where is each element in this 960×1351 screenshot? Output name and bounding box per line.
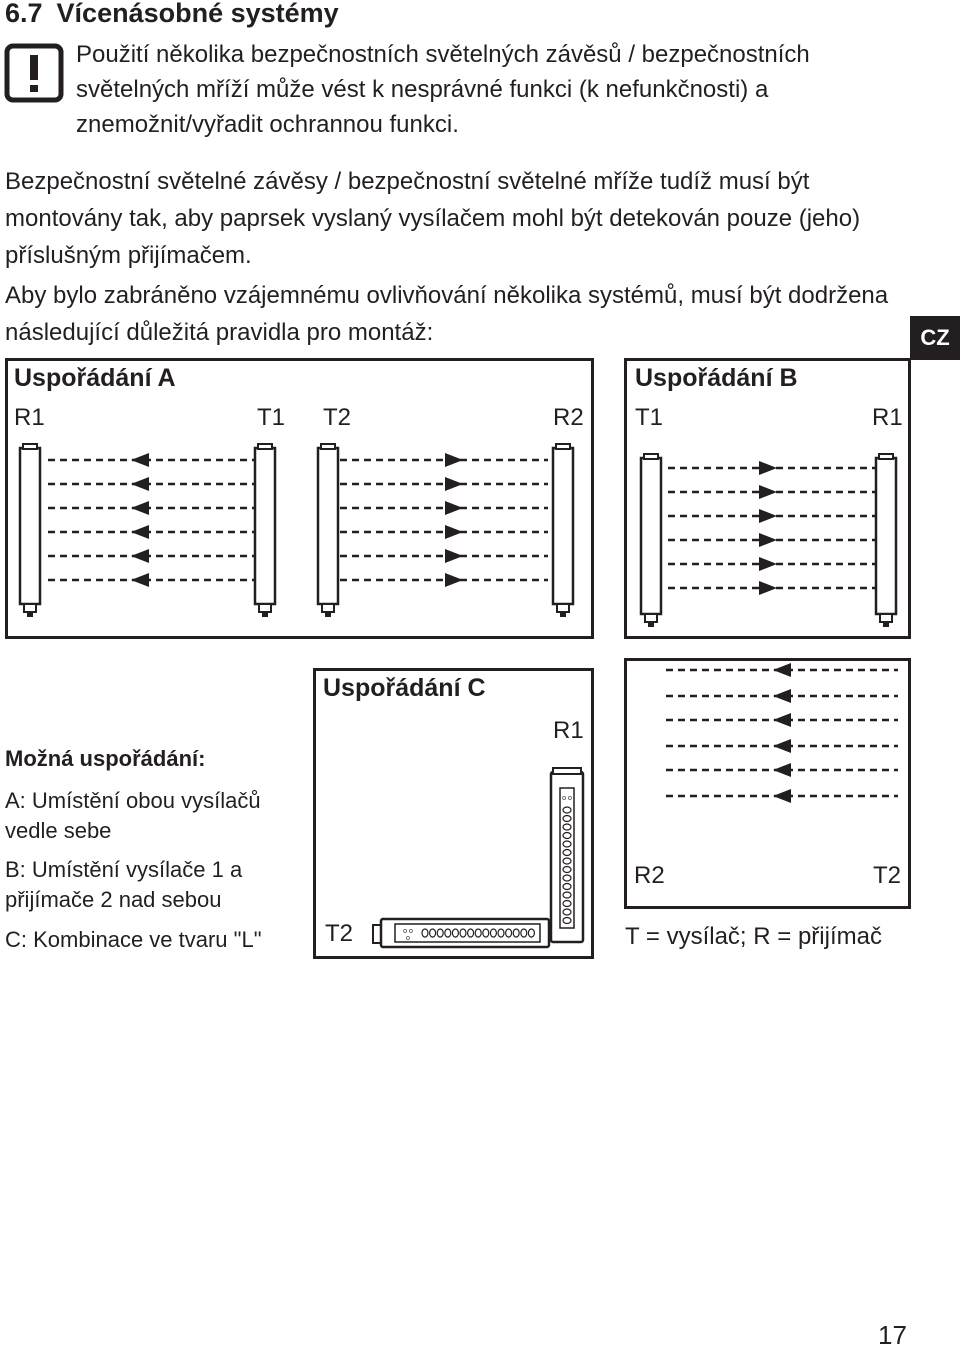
paragraph-mounting: Bezpečnostní světelné závěsy / bezpečnostní světelné mříže tudíž musí být montovány tak, aby paprsek vyslaný vysílačem mohl být detekován pouze (jeho) příslušným přijímačem. [5, 168, 861, 269]
language-tab: CZ [910, 316, 960, 360]
beam-d-2 [666, 689, 898, 703]
beam-d-5 [666, 763, 898, 777]
beam-d-6 [666, 789, 898, 803]
beam-d-4 [666, 739, 898, 753]
label-d-t2: T2 [873, 862, 902, 889]
svg-text:o o: o o [403, 928, 413, 935]
label-a-r1: R1 [14, 404, 45, 431]
paragraph-rules: Aby bylo zabráněno vzájemnému ovlivňování několika systémů, musí být dodržena následující důležitá pravidla pro montáž: [5, 282, 889, 346]
legend: T = vysílač; R = přijímač [625, 923, 882, 950]
label-a-t1: T1 [257, 404, 286, 431]
note-b: B: Umístění vysílače 1 a přijímače 2 nad sebou [5, 857, 243, 912]
label-d-r2: R2 [634, 862, 665, 889]
note-a: A: Umístění obou vysílačů vedle sebe [5, 788, 261, 843]
page-number: 17 [878, 1320, 907, 1350]
svg-text:o: o [406, 935, 410, 942]
label-c-t2: T2 [325, 920, 354, 947]
label-b-t1: T1 [635, 404, 664, 431]
section-title: Vícenásobné systémy [56, 0, 339, 28]
arrangement-b-title: Uspořádání B [635, 364, 798, 392]
section-number: 6.7 [5, 0, 43, 28]
beam-d-3 [666, 713, 898, 727]
notes-heading: Možná uspořádání: [5, 746, 206, 771]
arrangement-c-title: Uspořádání C [323, 674, 486, 702]
label-b-r1: R1 [872, 404, 903, 431]
svg-text:o o: o o [562, 795, 572, 802]
beam-d-1 [666, 663, 898, 677]
label-a-r2: R2 [553, 404, 584, 431]
arrangement-a-title: Uspořádání A [14, 364, 176, 392]
note-c: C: Kombinace ve tvaru "L" [5, 927, 262, 952]
label-c-r1: R1 [553, 717, 584, 744]
label-a-t2: T2 [323, 404, 352, 431]
warning-text: Použití několika bezpečnostních světelných závěsů / bezpečnostních světelných mříží může vést k nesprávné funkci (k nefunkčnosti) a znemožnit/vyřadit ochrannou funkci. [76, 41, 810, 138]
